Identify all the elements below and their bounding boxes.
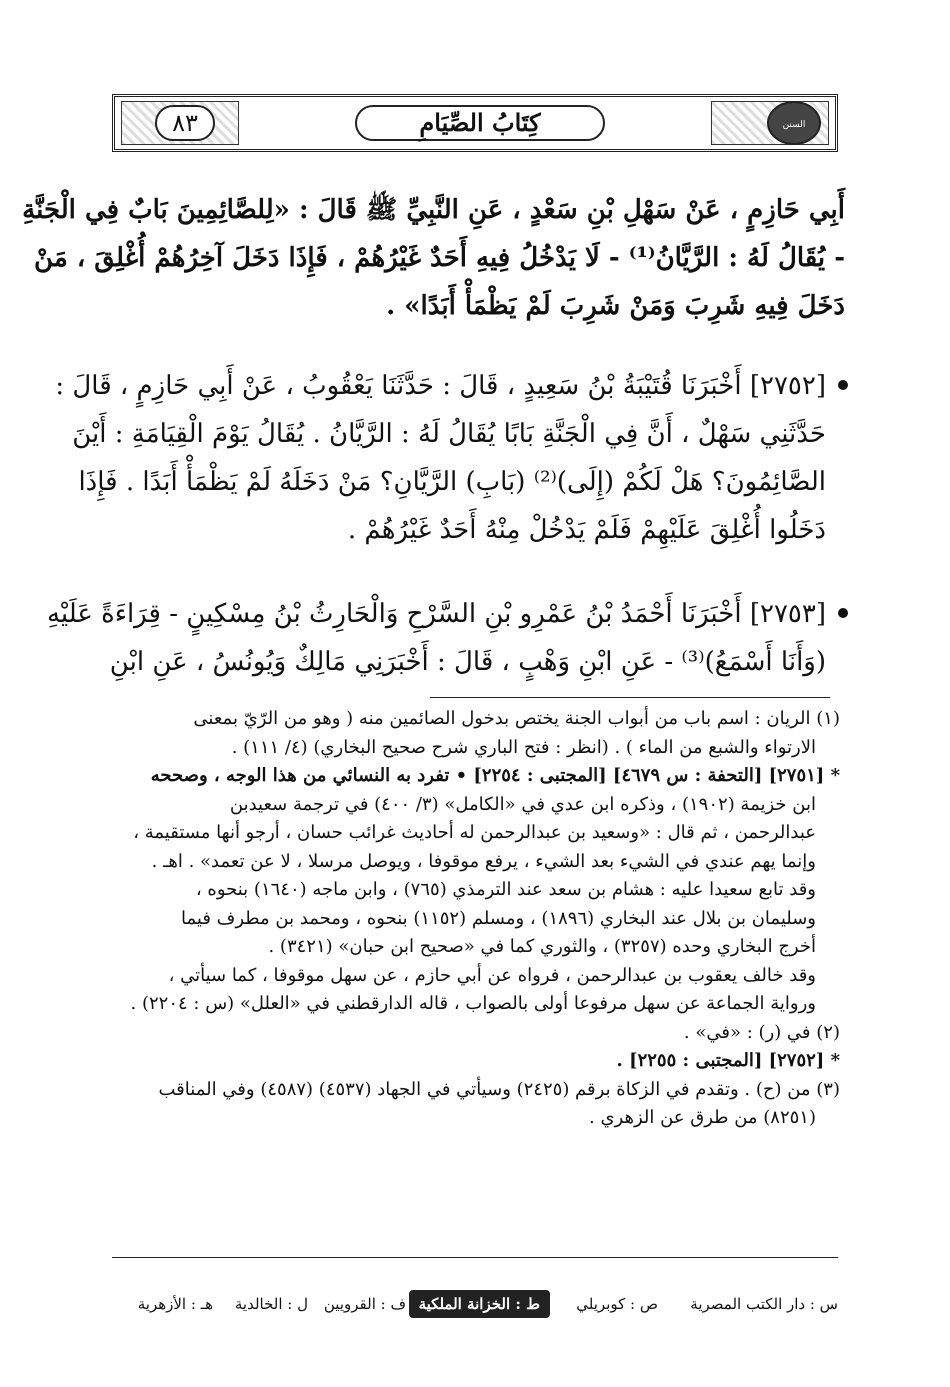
footnote-line: (٢) في (ر) : «في» . — [683, 1021, 840, 1043]
footnote-line: وإنما يهم عندي في الشيء بعد الشيء ، يرفع موقوفا ، ويوصل مرسلا ، لا عن تعمد» . اهـ . — [151, 850, 816, 872]
text-line: [٢٧٥٢] أَخْبَرَنَا قُتَيْبَةُ بْنُ سَعِيدٍ ، قَالَ : حَدَّثَنَا يَعْقُوبُ ، عَنْ أَبِي حَازِمٍ ، قَالَ : — [55, 371, 826, 401]
text-line: (وَأَنَا أَسْمَعُ)⁽³⁾ - عَنِ ابْنِ وَهْبٍ ، قَالَ : أَخْبَرَنِي مَالِكٌ وَيُونُسُ ، عَنِ ابْنِ — [109, 647, 826, 677]
hadith-2753 — [46, 590, 848, 686]
footnote-separator — [430, 697, 830, 698]
page-number: ٨٣ — [155, 105, 215, 141]
text-line: أَبِي حَازِمٍ ، عَنْ سَهْلِ بْنِ سَعْدٍ ، عَنِ النَّبِيِّ ﷺ قَالَ : «لِلصَّائِمِينَ بَابٌ فِي الْجَنَّةِ — [22, 195, 845, 225]
footnote-line: ابن خزيمة (١٩٠٢) ، وذكره ابن عدي في «الكامل» (٣/ ٤٠٠) في ترجمة سعيدبن — [229, 793, 816, 815]
footnote-line: وقد تابع سعيدا عليه : هشام بن سعد عند الترمذي (٧٦٥) ، وابن ماجه (١٦٤٠) بنحوه ، — [195, 879, 816, 900]
legend-item: ص : كوبريلي — [576, 1295, 658, 1313]
bullet-icon — [838, 608, 848, 618]
footnote-line: * [٢٧٥٢] [المجتبى : ٢٢٥٥] . — [616, 1050, 840, 1071]
hadith-2752 — [55, 362, 848, 554]
footnote-line: الارتواء والشبع من الماء ) . (انظر : فتح الباري شرح صحيح البخاري) (٤/ ١١١) . — [231, 736, 816, 758]
text-line: - يُقَالُ لَهُ : الرَّيَّانُ⁽¹⁾ - لَا يَدْخُلُ فِيهِ أَحَدٌ غَيْرُهُمْ ، فَإِذَا دَخَلَ آخِرُهُمْ أُغْلِقَ ، مَنْ — [34, 243, 845, 273]
footnote-line: عبدالرحمن ، ثم قال : «وسعيد بن عبدالرحمن له أحاديث غرائب حسان ، أرجو أنها مستقيمة ، — [133, 822, 816, 843]
footnote-line: وسليمان بن بلال عند البخاري (١٨٩٦) ، ومسلم (١١٥٢) بنحوه ، ومحمد بن مطرف فيما — [181, 907, 816, 929]
main-text-continuation — [22, 186, 845, 330]
footnote-line: (١) الريان : اسم باب من أبواب الجنة يختص بدخول الصائمين منه ( وهو من الرّيّ بمعنى — [193, 708, 840, 729]
manuscript-legend — [112, 1290, 838, 1318]
footnote-line: * [٢٧٥١] [التحفة : س ٤٦٧٩] [المجتبى : ٢٢٥٤] • تفرد به النسائي من هذا الوجه ، وصححه — [150, 765, 840, 786]
footnotes — [112, 705, 840, 1133]
footnote-line: أخرج البخاري وحده (٣٢٥٧) ، والثوري كما في «صحيح ابن حبان» (٣٤٢١) . — [268, 936, 816, 957]
text-line: حَدَّثَنِي سَهْلٌ ، أَنَّ فِي الْجَنَّةِ بَابًا يُقَالُ لَهُ : الرَّيَّانُ . يُقَالُ يَوْمَ الْقِيَامَةِ : أَيْنَ — [72, 419, 826, 449]
bullet-icon — [838, 380, 848, 390]
text-line: [٢٧٥٣] أَخْبَرَنَا أَحْمَدُ بْنُ عَمْرِو بْنِ السَّرْحِ وَالْحَارِثُ بْنُ مِسْكِينٍ - قِرَاءَةً عَلَيْهِ — [46, 599, 826, 629]
legend-item: ل : الخالدية — [234, 1295, 308, 1313]
text-line: دَخَلَ فِيهِ شَرِبَ وَمَنْ شَرِبَ لَمْ يَظْمَأْ أَبَدًا» . — [386, 291, 845, 321]
text-line: دَخَلُوا أُغْلِقَ عَلَيْهِمْ فَلَمْ يَدْخُلْ مِنْهُ أَحَدٌ غَيْرُهُمْ . — [347, 515, 826, 545]
legend-item: ف : القرويين — [323, 1295, 406, 1313]
book-logo-medallion: السنن الكبرى — [767, 101, 821, 145]
footnote-line: وقد خالف يعقوب بن عبدالرحمن ، فرواه عن أبي حازم ، عن سهل موقوفا ، كما سيأتي ، — [168, 964, 816, 986]
footnote-line: (٨٢٥١) من طرق عن الزهري . — [589, 1107, 816, 1128]
footnote-line: (٣) من (ح) . وتقدم في الزكاة برقم (٢٤٢٥) وسيأتي في الجهاد (٤٥٣٧) (٤٥٨٧) وفي المناقب — [158, 1078, 840, 1100]
chapter-title: كِتَابُ الصِّيَامِ — [355, 105, 605, 141]
legend-item: س : دار الكتب المصرية — [690, 1295, 838, 1313]
legend-item-highlighted: ط : الخزانة الملكية — [409, 1290, 550, 1318]
page-header — [112, 94, 838, 174]
legend-separator — [112, 1257, 838, 1258]
footnote-line: ورواية الجماعة عن سهل مرفوعا أولى بالصواب ، قاله الدارقطني في «العلل» (س : ٢٢٠٤) . — [130, 993, 816, 1014]
text-line: الصَّائِمُونَ؟ هَلْ لَكُمْ (إِلَى)⁽²⁾ (بَابِ) الرَّيَّانِ؟ مَنْ دَخَلَهُ لَمْ يَظْمَأْ أَبَدًا . فَإِذَا — [78, 467, 826, 497]
legend-item: هـ : الأزهرية — [137, 1295, 213, 1313]
